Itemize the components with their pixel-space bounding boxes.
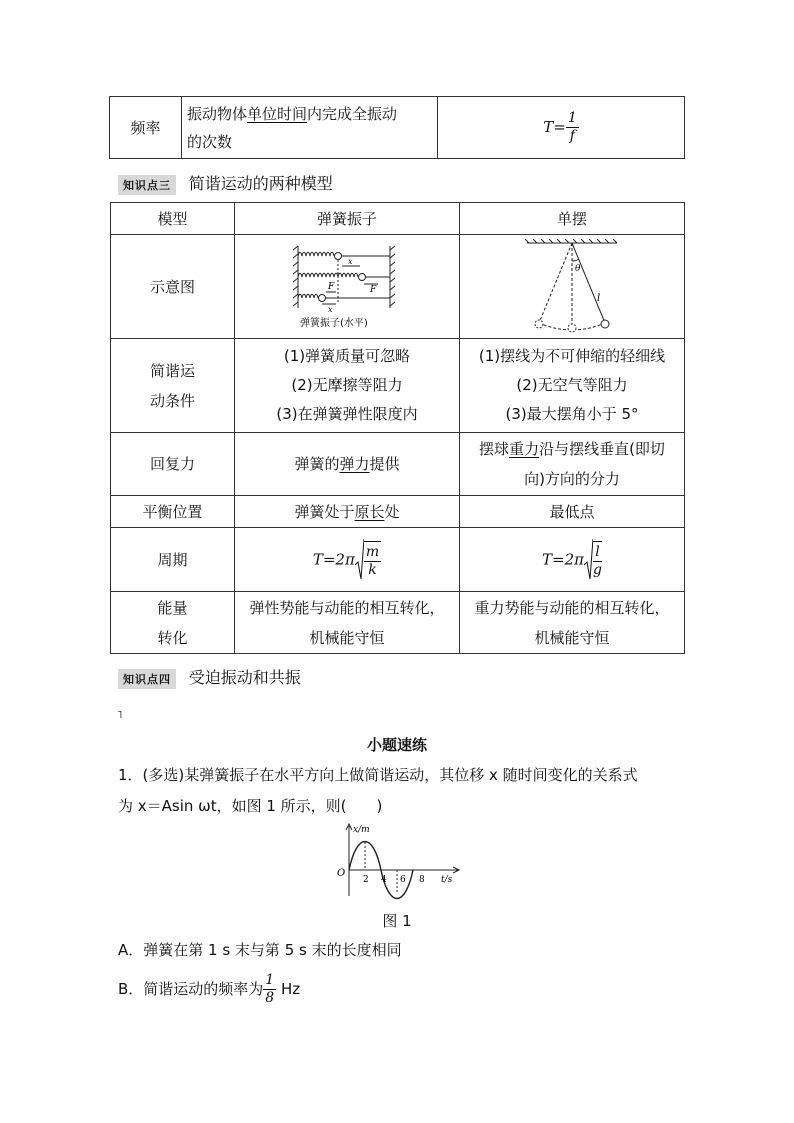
cond-label-2: 动条件 xyxy=(149,391,195,410)
header-model: 模型 xyxy=(111,203,235,235)
pend-cond-2: (2)无空气等阻力 xyxy=(516,376,628,394)
spring-conditions xyxy=(235,339,460,433)
row-label-diagram: 示意图 xyxy=(111,235,235,339)
formula-fraction xyxy=(566,110,579,145)
term-frequency: 频率 xyxy=(130,118,161,137)
spring-diagram-cell xyxy=(235,235,460,339)
graph-xlabel: t/s xyxy=(441,875,453,885)
spring-period-sqrt xyxy=(355,539,381,581)
section3-tag: 知识点三 xyxy=(118,175,176,195)
pendulum-theta: θ xyxy=(575,263,581,274)
section3-title: 简谐运动的两种模型 xyxy=(188,174,333,193)
energy-spring-2: 机械能守恒 xyxy=(309,628,385,647)
spring-oscillator-diagram xyxy=(292,242,402,332)
cond-label-1: 简谐运 xyxy=(149,361,195,380)
practice-title: 小题速练 xyxy=(366,736,427,754)
eq-spring-underlined: 原长 xyxy=(354,502,385,521)
section4-tag: 知识点四 xyxy=(118,669,176,689)
spring-label-x: x xyxy=(348,256,353,266)
header-spring: 弹簧振子 xyxy=(235,203,460,235)
graph-tick-2: 2 xyxy=(363,875,369,885)
section3-heading xyxy=(118,171,333,195)
def-text-1: 振动物体 xyxy=(187,104,248,123)
spring-cond-2: (2)无摩擦等阻力 xyxy=(291,376,403,394)
energy-label-2: 转化 xyxy=(157,628,188,647)
displacement-time-graph xyxy=(333,822,463,900)
formula-lhs: T= xyxy=(543,118,566,136)
def-text-3: 的次数 xyxy=(187,132,233,151)
option-b-den: 8 xyxy=(265,990,275,1006)
option-b-pre: B．简谐运动的频率为 xyxy=(118,980,264,998)
frac-den: f xyxy=(569,128,575,144)
restore-pend-2: 沿与摆线垂直(即切 xyxy=(539,440,665,458)
spring-label-F2: F xyxy=(328,281,335,292)
graph-tick-4: 4 xyxy=(381,875,387,885)
section4-heading xyxy=(118,665,301,689)
option-a: A．弹簧在第 1 s 末与第 5 s 末的长度相同 xyxy=(118,941,402,959)
row-label-equilibrium: 平衡位置 xyxy=(111,496,235,528)
energy-pend-2: 机械能守恒 xyxy=(534,628,610,647)
spring-equilibrium xyxy=(235,496,460,528)
pend-period-den: g xyxy=(593,561,602,578)
restore-pend-3: 向)方向的分力 xyxy=(524,470,620,488)
energy-spring-1: 弹性势能与动能的相互转化， xyxy=(249,598,445,617)
spring-caption: 弹簧振子(水平) xyxy=(300,317,368,329)
figure-caption: 图 1 xyxy=(382,912,412,930)
row-label-conditions xyxy=(111,339,235,433)
spring-label-F1: F xyxy=(370,284,377,295)
pendulum-length: l xyxy=(597,292,601,304)
definition-cell xyxy=(182,97,438,159)
pendulum-diagram-cell xyxy=(460,235,685,339)
models-table xyxy=(110,202,685,654)
spring-energy xyxy=(235,592,460,654)
option-b xyxy=(118,972,300,1007)
term-cell xyxy=(110,97,182,159)
restore-pend-1: 摆球 xyxy=(479,440,510,458)
row-label-period: 周期 xyxy=(111,528,235,592)
section4-title: 受迫振动和共振 xyxy=(188,668,301,687)
frac-num: 1 xyxy=(567,110,577,126)
restore-spring-2: 提供 xyxy=(369,455,400,473)
energy-pend-1: 重力势能与动能的相互转化， xyxy=(474,598,670,617)
def-underlined: 单位时间 xyxy=(247,104,308,123)
restore-spring-underlined: 弹力 xyxy=(339,455,370,473)
pendulum-energy xyxy=(460,592,685,654)
pend-cond-3: (3)最大摆角小于 5° xyxy=(505,405,639,423)
pendulum-restoring xyxy=(460,433,685,496)
restore-spring-1: 弹簧的 xyxy=(294,455,340,473)
pendulum-diagram xyxy=(517,239,627,335)
formula-cell xyxy=(438,97,685,159)
graph-tick-6: 6 xyxy=(400,875,406,885)
stray-mark: ˥ xyxy=(117,708,123,721)
eq-spring-1: 弹簧处于 xyxy=(294,502,355,521)
spring-cond-1: (1)弹簧质量可忽略 xyxy=(283,347,411,365)
pendulum-equilibrium: 最低点 xyxy=(460,496,685,528)
option-b-fraction xyxy=(263,972,276,1007)
spring-period-den: k xyxy=(368,561,377,578)
pendulum-period xyxy=(460,528,685,592)
spring-period-lhs: T=2π xyxy=(312,550,355,568)
energy-label-1: 能量 xyxy=(157,598,188,617)
pend-period-lhs: T=2π xyxy=(542,550,584,568)
spring-period-num: m xyxy=(365,543,380,560)
eq-spring-2: 处 xyxy=(384,502,400,521)
pendulum-conditions xyxy=(460,339,685,433)
question-1-line1: 1．(多选)某弹簧振子在水平方向上做简谐运动，其位移 x 随时间变化的关系式 xyxy=(118,766,638,784)
def-text-2: 内完成全振动 xyxy=(307,104,398,123)
graph-origin: O xyxy=(337,868,346,879)
pend-cond-1: (1)摆线为不可伸缩的轻细线 xyxy=(478,347,666,365)
restore-pend-underlined: 重力 xyxy=(509,440,540,458)
spring-period xyxy=(235,528,460,592)
row-label-energy xyxy=(111,592,235,654)
spring-cond-3: (3)在弹簧弹性限度内 xyxy=(276,405,418,423)
row-label-restoring: 回复力 xyxy=(111,433,235,496)
spring-label-x2: x xyxy=(328,304,333,314)
top-table xyxy=(109,96,685,159)
option-b-num: 1 xyxy=(265,972,275,988)
header-pendulum: 单摆 xyxy=(460,203,685,235)
graph-ylabel: x/m xyxy=(353,825,370,835)
pend-period-sqrt xyxy=(584,539,602,581)
pend-period-num: l xyxy=(593,544,602,562)
graph-tick-8: 8 xyxy=(419,875,425,885)
option-b-post: Hz xyxy=(276,980,301,998)
spring-restoring xyxy=(235,433,460,496)
question-1-line2: 为 x＝Asin ωt，如图 1 所示，则( ) xyxy=(118,797,383,815)
